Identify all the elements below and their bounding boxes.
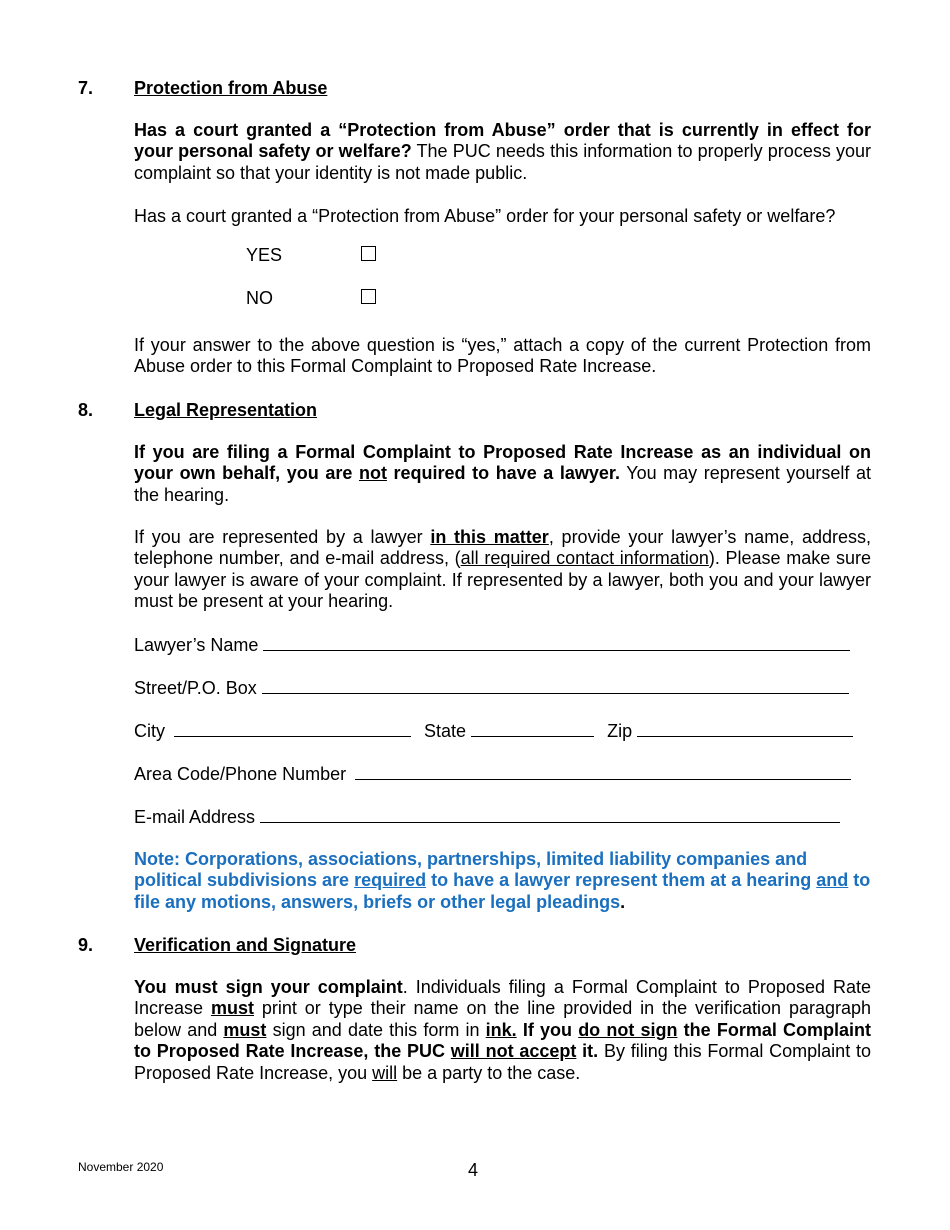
city-label: City [134, 721, 165, 741]
signature-instructions: You must sign your complaint. Individuals filing a Formal Complaint to Proposed Rate Increase must print or type their name on the line provided in the verification paragraph below and must sign and date this form in ink. If you do not sign the Formal Complaint to Proposed Rate Increase, the PUC will not accept it. By filing this Formal Complaint to Proposed Rate Increase, you will be a party to the case. [134, 977, 872, 1083]
abuse-order-question: Has a court granted a “Protection from Abuse” order for your personal safety or welfare? [134, 206, 836, 226]
state-line[interactable] [471, 720, 594, 737]
state-label: State [424, 721, 467, 741]
no-option-label: NO [246, 288, 273, 308]
phone-label: Area Code/Phone Number [134, 764, 347, 784]
section-number: 7. [78, 78, 94, 98]
lawyer-name-label: Lawyer’s Name [134, 635, 259, 655]
zip-label: Zip [607, 721, 633, 741]
lawyer-requirement-paragraph: If you are filing a Formal Complaint to Proposed Rate Increase as an individual on your own behalf, you are not required to have a lawyer. You may represent yourself at the hearing. [134, 442, 872, 505]
lawyer-contact-instructions: If you are represented by a lawyer in this matter, provide your lawyer’s name, address, telephone number, and e-mail address, (all required contact information). Please make sure your lawyer is aware of your complaint. If represented by a lawyer, both you and your lawyer must be present at your hearing. [134, 527, 871, 612]
yes-option-label: YES [246, 245, 283, 265]
section-8-heading [78, 399, 317, 421]
email-row [134, 806, 840, 828]
email-line[interactable] [260, 806, 840, 823]
section-7-heading [78, 77, 327, 99]
lawyer-name-line[interactable] [263, 634, 850, 651]
page-number: 4 [468, 1160, 479, 1180]
phone-line[interactable] [355, 763, 851, 780]
street-row [134, 677, 849, 699]
section-title: Protection from Abuse [134, 78, 328, 98]
email-label: E-mail Address [134, 807, 256, 827]
section-number: 9. [78, 935, 94, 955]
section-title: Verification and Signature [134, 935, 357, 955]
section-number: 8. [78, 400, 94, 420]
zip-line[interactable] [637, 720, 853, 737]
street-line[interactable] [262, 677, 849, 694]
lawyer-name-row [134, 634, 850, 656]
section-9-heading [78, 934, 356, 956]
footer-date: November 2020 [78, 1160, 164, 1174]
no-checkbox[interactable] [361, 289, 376, 304]
section-title: Legal Representation [134, 400, 318, 420]
phone-row [134, 763, 851, 785]
corporation-lawyer-note: Note: Corporations, associations, partnerships, limited liability companies and political subdivisions are required to have a lawyer represent them at a hearing and to file any motions, answers, briefs or other legal pleadings. [134, 849, 871, 912]
abuse-order-intro: Has a court granted a “Protection from Abuse” order that is currently in effect for your personal safety or welfare? The PUC needs this information to properly process your complaint so that your identity is not made public. [134, 120, 871, 183]
abuse-order-attach-instructions: If your answer to the above question is “yes,” attach a copy of the current Protection from Abuse order to this Formal Complaint to Proposed Rate Increase. [134, 335, 871, 377]
yes-checkbox[interactable] [361, 246, 376, 261]
street-label: Street/P.O. Box [134, 678, 257, 698]
city-line[interactable] [174, 720, 411, 737]
city-state-zip-row [134, 720, 853, 742]
